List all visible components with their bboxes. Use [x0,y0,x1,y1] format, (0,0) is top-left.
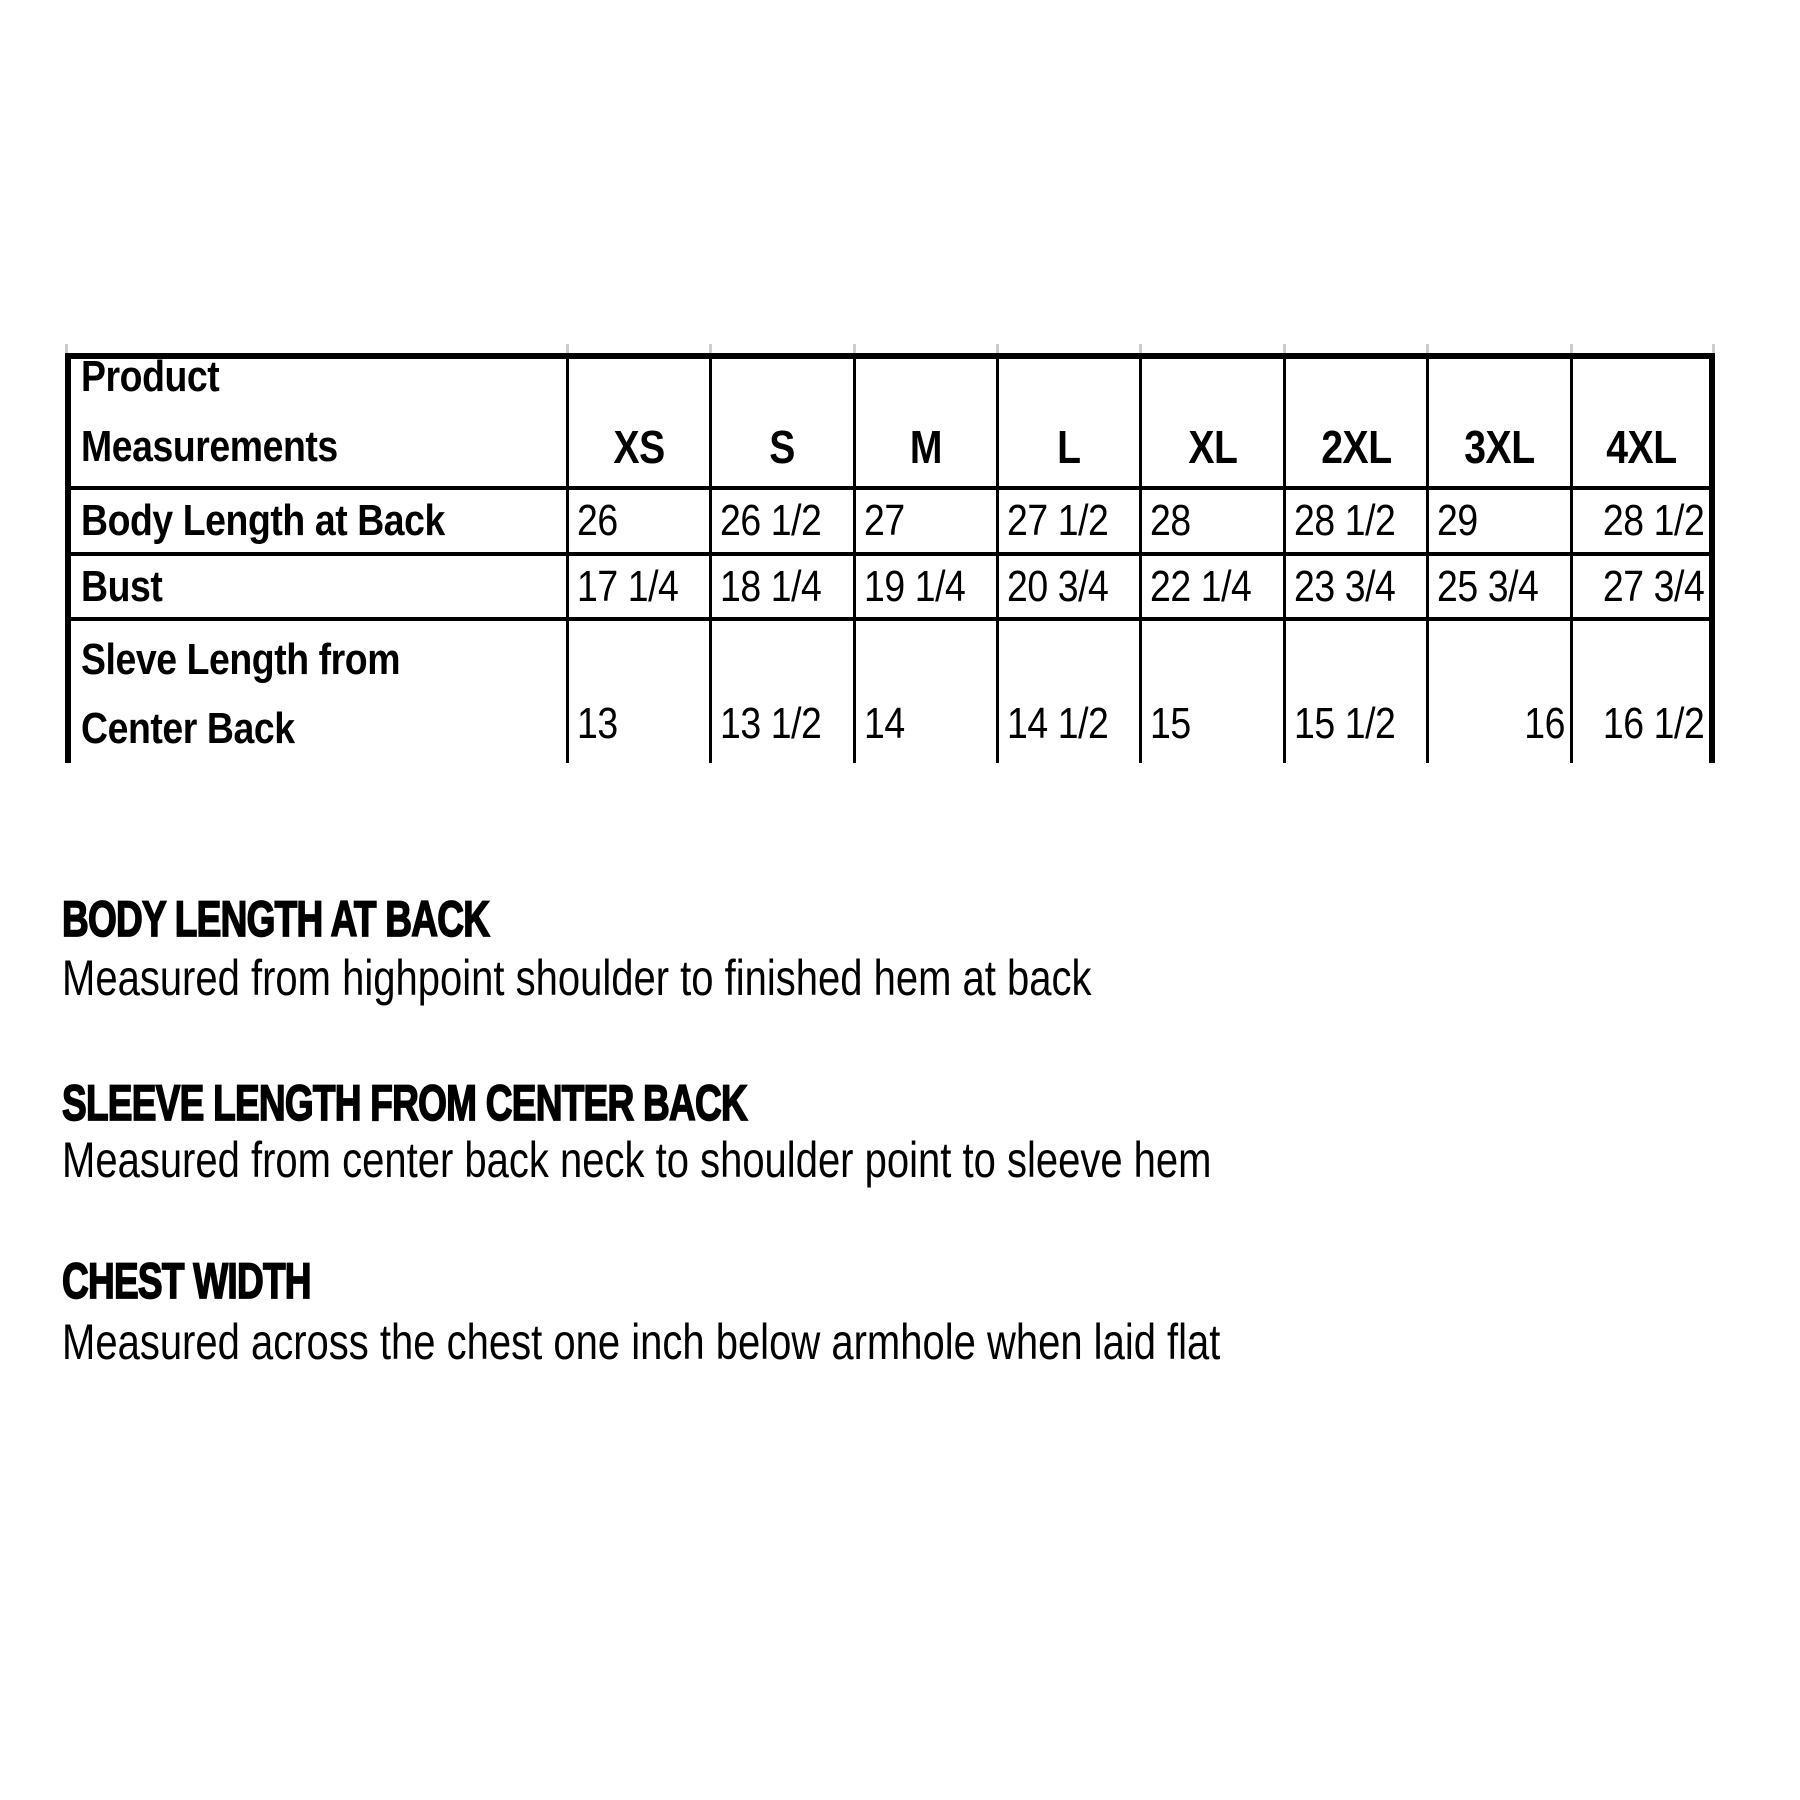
measurement-cell: 25 3/4 [1429,556,1573,621]
measurement-cell: 16 1/2 [1573,621,1709,763]
section-heading-sleeve-length: SLEEVE LENGTH FROM CENTER BACK [62,1075,747,1131]
measurement-cell: 28 1/2 [1286,490,1429,556]
measurement-cell: 15 1/2 [1286,621,1429,763]
size-column-header-2xl: 2XL [1286,359,1429,490]
measurement-cell: 27 1/2 [999,490,1142,556]
measurement-cell: 20 3/4 [999,556,1142,621]
measurement-cell: 27 3/4 [1573,556,1709,621]
size-column-header-3xl: 3XL [1429,359,1573,490]
tick-mark [1570,344,1573,353]
measurement-cell: 26 [569,490,712,556]
table-header-product-measurements [71,352,569,490]
row-label-sleeve-length [71,621,569,763]
measurement-cell: 14 [856,621,999,763]
size-column-header-xs: XS [569,359,712,490]
measurement-cell: 14 1/2 [999,621,1142,763]
measurement-cell: 23 3/4 [1286,556,1429,621]
product-measurements-table [65,353,1715,763]
tick-mark [1283,344,1286,353]
size-column-header-s: S [712,359,856,490]
measurement-cell: 13 [569,621,712,763]
tick-mark [853,344,856,353]
sleeve-label-line2: Center Back [81,704,295,753]
sleeve-label-line1: Sleve Length from [81,635,401,684]
measurement-cell: 29 [1429,490,1573,556]
measurement-cell: 19 1/4 [856,556,999,621]
size-column-header-xl: XL [1142,359,1286,490]
size-column-header-l: L [999,359,1142,490]
column-tick-marks [65,344,1715,353]
measurement-cell: 15 [1142,621,1286,763]
measurement-cell: 27 [856,490,999,556]
tick-mark [65,344,68,353]
measurement-cell: 17 1/4 [569,556,712,621]
tick-mark [1712,344,1715,353]
measurement-cell: 26 1/2 [712,490,856,556]
tick-mark [996,344,999,353]
size-column-header-4xl: 4XL [1573,359,1709,490]
measurement-cell: 28 [1142,490,1286,556]
section-description-body-length: Measured from highpoint shoulder to finished hem at back [62,950,1092,1006]
section-heading-body-length: BODY LENGTH AT BACK [62,891,490,947]
tick-mark [709,344,712,353]
row-label-bust: Bust [71,556,569,621]
measurement-cell: 13 1/2 [712,621,856,763]
measurement-cell: 16 [1429,621,1573,763]
header-label-line2: Measurements [81,422,338,471]
row-label-body-length: Body Length at Back [71,490,569,556]
measurement-cell: 18 1/4 [712,556,856,621]
tick-mark [566,344,569,353]
tick-mark [1139,344,1142,353]
section-heading-chest-width: CHEST WIDTH [62,1253,311,1309]
size-column-header-m: M [856,359,999,490]
section-description-chest-width: Measured across the chest one inch below armhole when laid flat [62,1314,1221,1370]
tick-mark [1426,344,1429,353]
header-label-line1: Product [81,352,220,401]
measurement-cell: 28 1/2 [1573,490,1709,556]
section-description-sleeve-length: Measured from center back neck to shoulder point to sleeve hem [62,1132,1212,1188]
measurement-cell: 22 1/4 [1142,556,1286,621]
